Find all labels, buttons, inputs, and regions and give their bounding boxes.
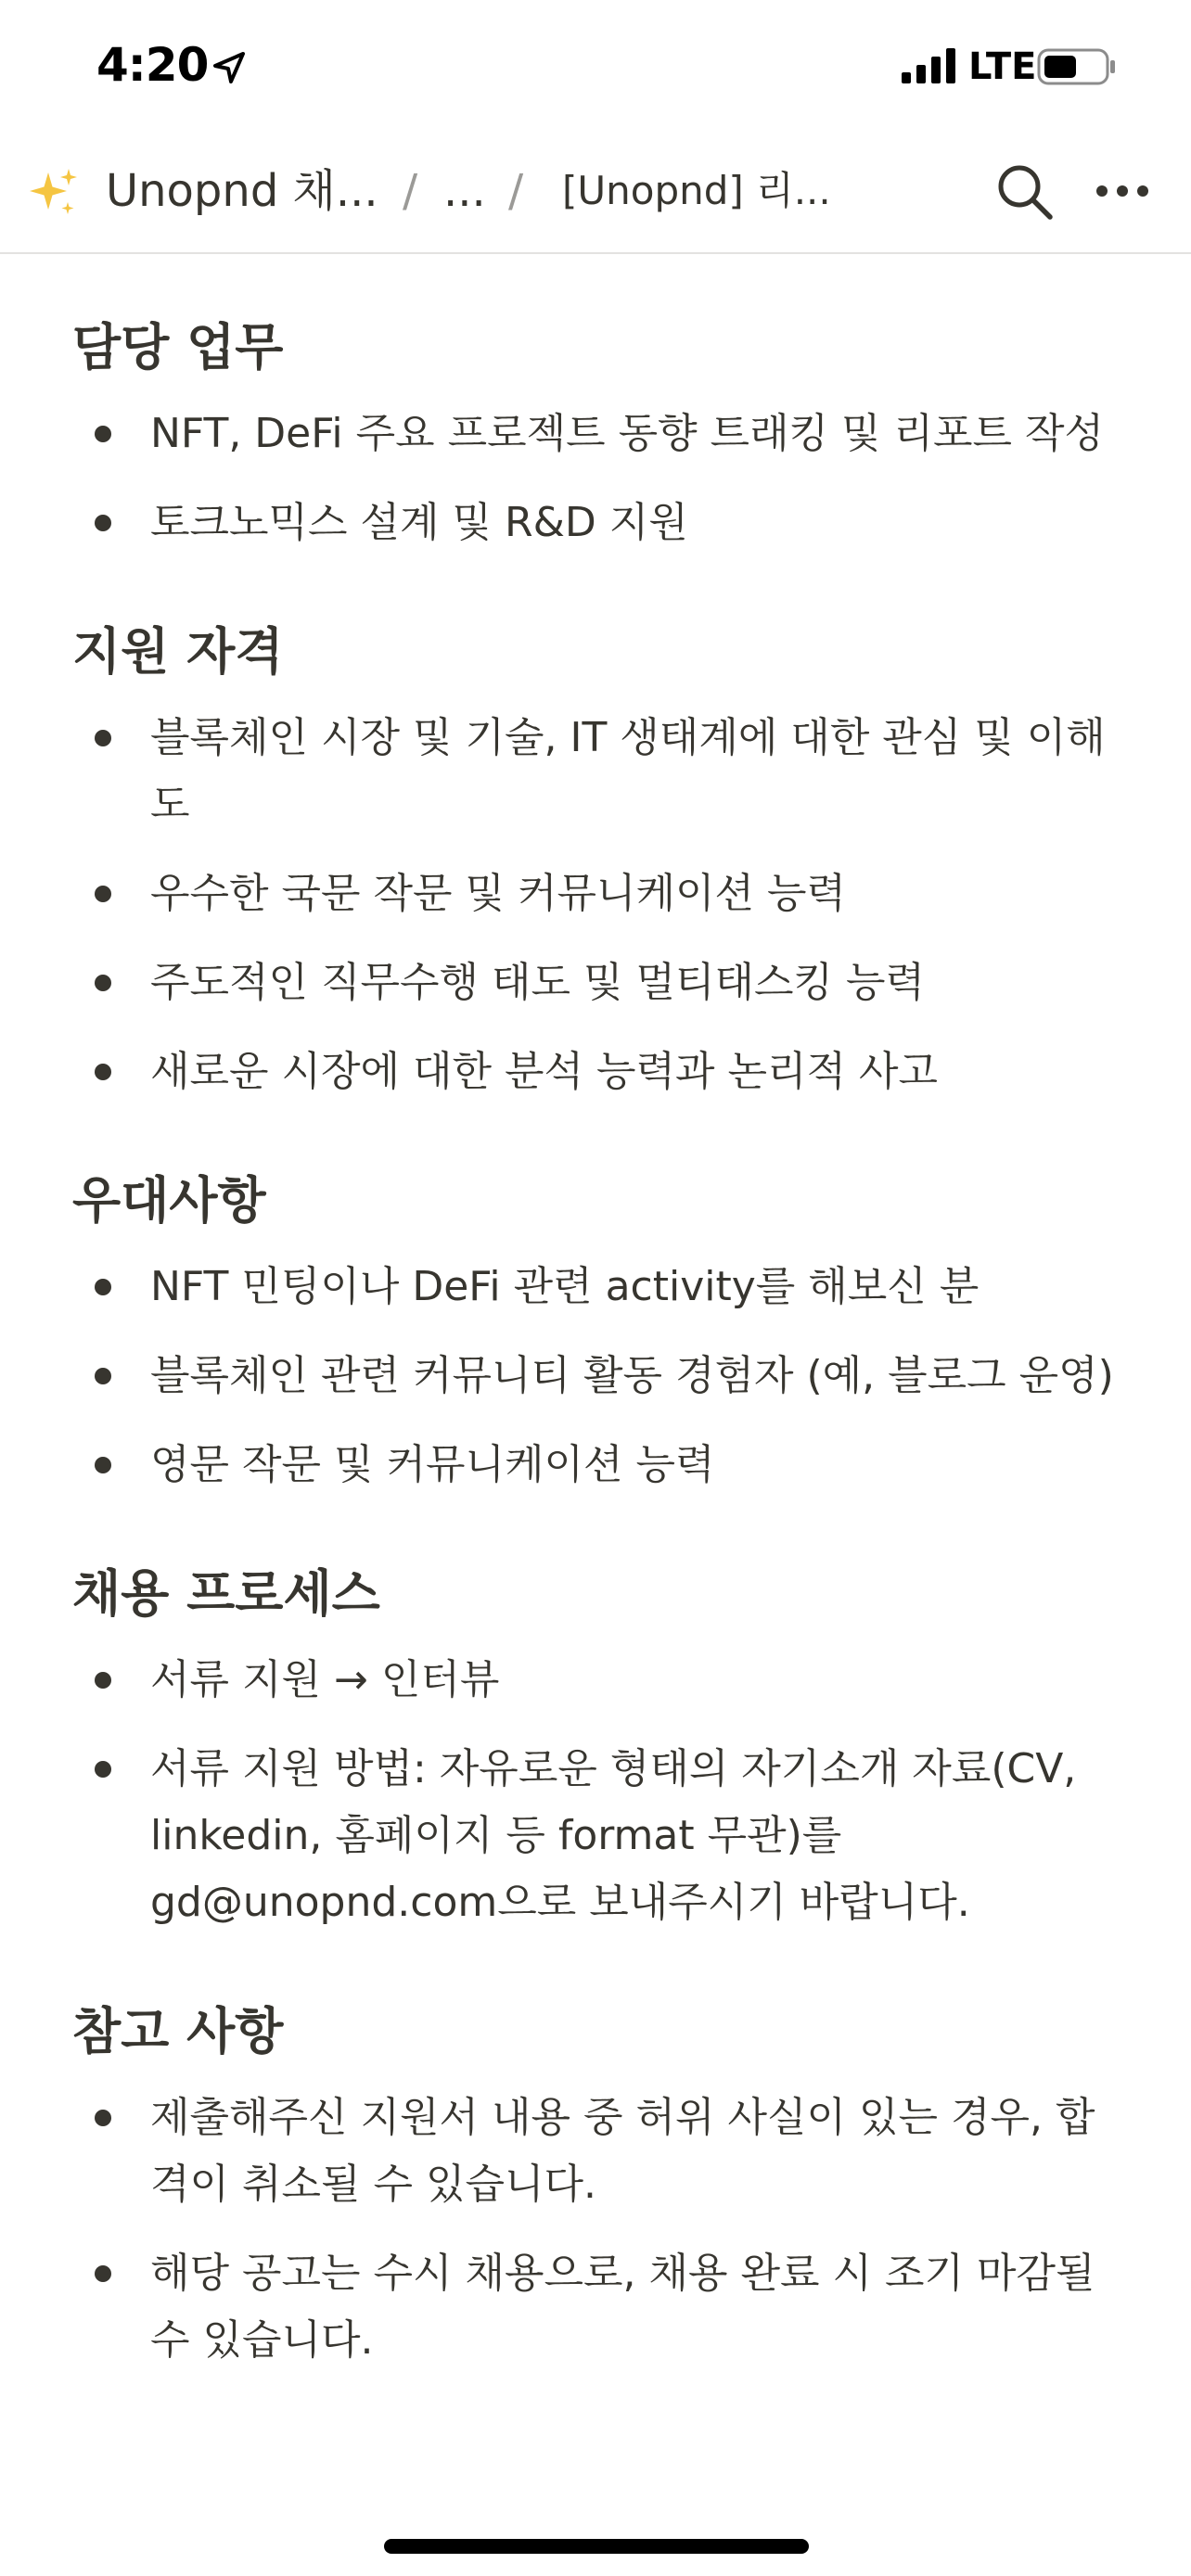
list-item-text: 블록체인 관련 커뮤니티 활동 경험자 (예, 블로그 운영) xyxy=(150,1352,1114,1399)
page-content xyxy=(72,306,1130,2428)
breadcrumb-bar xyxy=(0,130,1191,254)
list-item xyxy=(72,490,1130,556)
more-options-icon[interactable] xyxy=(1093,178,1152,204)
bullet-icon xyxy=(95,1279,111,1295)
list-item-text: 우수한 국문 작문 및 커뮤니케이션 능력 xyxy=(150,870,846,917)
bullet-icon xyxy=(95,730,111,746)
bullet-icon xyxy=(95,2265,111,2282)
list-item xyxy=(72,2240,1130,2374)
section-hiring-process xyxy=(72,1552,1130,1936)
sparkles-icon[interactable] xyxy=(26,165,82,221)
list-item xyxy=(72,1254,1130,1320)
bullet-icon xyxy=(95,2110,111,2126)
list-item xyxy=(72,401,1130,467)
cellular-signal-icon xyxy=(902,46,961,83)
bullet-list xyxy=(72,1647,1130,1936)
section-heading: 채용 프로세스 xyxy=(72,1564,380,1623)
list-item xyxy=(72,1736,1130,1936)
bullet-icon xyxy=(95,975,111,991)
list-item xyxy=(72,950,1130,1016)
breadcrumb-separator: / xyxy=(403,165,418,217)
location-arrow-icon xyxy=(210,48,249,87)
list-item-text: 새로운 시장에 대한 분석 능력과 논리적 사고 xyxy=(150,1048,938,1095)
section-preferred xyxy=(72,1159,1130,1498)
list-item xyxy=(72,705,1130,838)
section-heading: 참고 사항 xyxy=(72,2002,284,2060)
bullet-list xyxy=(72,2085,1130,2374)
bullet-icon xyxy=(95,426,111,442)
breadcrumb-root[interactable]: Unopnd 채... xyxy=(106,165,378,217)
list-item-text: 블록체인 시장 및 기술, IT 생태계에 대한 관심 및 이해도 xyxy=(150,714,1106,828)
breadcrumb-ellipsis[interactable]: ... xyxy=(443,165,486,217)
bullet-icon xyxy=(95,1064,111,1080)
list-item-text: 제출해주신 지원서 내용 중 허위 사실이 있는 경우, 합격이 취소될 수 있습니다. xyxy=(150,2094,1095,2208)
list-item-text: 영문 작문 및 커뮤니케이션 능력 xyxy=(150,1441,715,1488)
bullet-icon xyxy=(95,515,111,531)
bullet-icon xyxy=(95,1761,111,1778)
list-item-text: NFT 민팅이나 DeFi 관련 activity를 해보신 분 xyxy=(150,1263,980,1310)
list-item-text: NFT, DeFi 주요 프로젝트 동향 트래킹 및 리포트 작성 xyxy=(150,410,1105,457)
home-indicator[interactable] xyxy=(384,2539,809,2554)
section-qualifications xyxy=(72,610,1130,1105)
bullet-list xyxy=(72,705,1130,1105)
status-time: 4:20 xyxy=(96,38,209,92)
network-type-label: LTE xyxy=(968,45,1037,88)
battery-icon xyxy=(1037,48,1117,85)
list-item xyxy=(72,861,1130,927)
section-heading: 우대사항 xyxy=(72,1171,266,1230)
bullet-icon xyxy=(95,1368,111,1384)
section-notes xyxy=(72,1990,1130,2374)
bullet-icon xyxy=(95,1672,111,1689)
breadcrumb-current-page[interactable]: [Unopnd] 리... xyxy=(562,168,831,213)
bullet-icon xyxy=(95,1457,111,1473)
list-item xyxy=(72,1647,1130,1714)
bullet-list xyxy=(72,1254,1130,1498)
list-item xyxy=(72,1432,1130,1498)
list-item-text: 서류 지원 → 인터뷰 xyxy=(150,1656,500,1703)
bullet-list xyxy=(72,401,1130,556)
status-bar xyxy=(0,0,1191,130)
section-duties xyxy=(72,306,1130,556)
list-item-text: 해당 공고는 수시 채용으로, 채용 완료 시 조기 마감될 수 있습니다. xyxy=(150,2250,1095,2364)
list-item xyxy=(72,1343,1130,1409)
list-item-text: 서류 지원 방법: 자유로운 형태의 자기소개 자료(CV, linkedin, 홈페이지 등 format 무관)를 gd@unopnd.com으로 보내주시기 바랍니다. xyxy=(150,1745,1077,1926)
list-item-text: 토크노믹스 설계 및 R&D 지원 xyxy=(150,499,688,546)
bullet-icon xyxy=(95,886,111,902)
list-item-text: 주도적인 직무수행 태도 및 멀티태스킹 능력 xyxy=(150,959,926,1006)
section-heading: 지원 자격 xyxy=(72,622,284,681)
list-item xyxy=(72,1039,1130,1105)
breadcrumb-separator: / xyxy=(508,165,524,217)
search-icon[interactable] xyxy=(994,161,1056,223)
list-item xyxy=(72,2085,1130,2218)
section-heading: 담당 업무 xyxy=(72,318,284,376)
